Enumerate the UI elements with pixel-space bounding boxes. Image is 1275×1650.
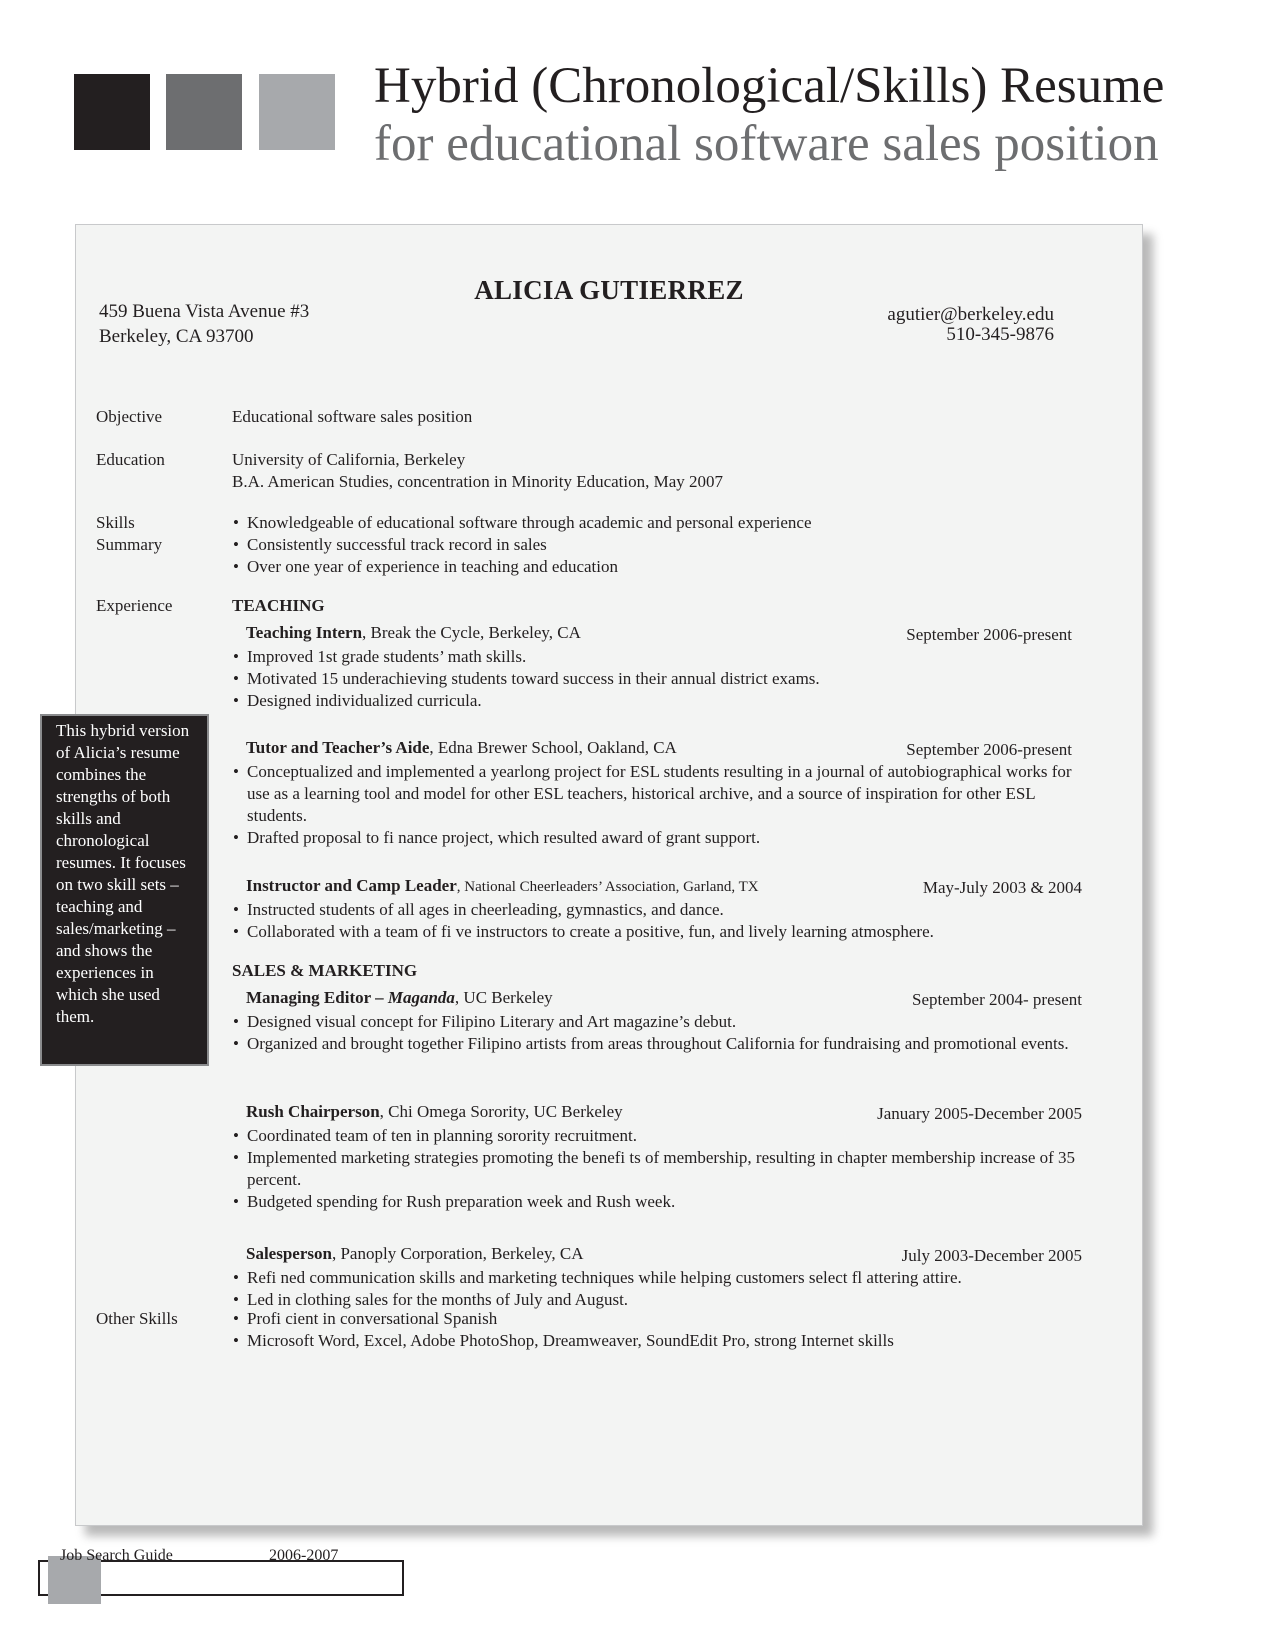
resume-name: ALICIA GUTIERREZ [474, 275, 744, 305]
list-item: • Drafted proposal to fi nance project, which resulted award of grant support. [232, 827, 1082, 849]
skills-content [232, 512, 1092, 578]
job-title: Tutor and Teacher’s Aide [246, 738, 430, 757]
job-bullets [232, 1011, 1082, 1055]
footer-year: 2006-2007 [269, 1547, 339, 1564]
resume-phone: 510-345-9876 [946, 324, 1054, 345]
job-title: Managing Editor – [246, 988, 384, 1007]
resume-card [75, 224, 1143, 1526]
job-header [232, 1243, 1082, 1267]
page-title: Hybrid (Chronological/Skills) Resume [374, 58, 1165, 114]
resume-contact [887, 305, 1054, 345]
header-square-medium [166, 74, 242, 150]
job-bullets [232, 761, 1082, 849]
job-header [232, 987, 1082, 1011]
list-item: • Designed visual concept for Filipino Literary and Art magazine’s debut. [232, 1011, 1082, 1033]
job-entry [232, 622, 1082, 712]
job-date: January 2005-December 2005 [877, 1104, 1082, 1123]
list-item: • Budgeted spending for Rush preparation week and Rush week. [232, 1191, 1082, 1213]
job-title: Teaching Intern [246, 623, 363, 642]
job-header [232, 1101, 1082, 1125]
list-item: • Conceptualized and implemented a yearlong project for ESL students resulting in a journal of autobiographical works for use as a learning tool and model for other ESL teachers, historical archive, and a source of inspiration for other ESL students. [232, 761, 1082, 827]
education-content [232, 449, 723, 493]
resume-address [99, 299, 309, 349]
experience-label: Experience [96, 596, 173, 615]
skills-label-line-2: Summary [96, 535, 163, 554]
job-bullets [232, 899, 1082, 943]
education-label: Education [96, 450, 165, 469]
list-item: • Refi ned communication skills and marketing techniques while helping customers select fl attering attire. [232, 1267, 1082, 1289]
address-line-1: 459 Buena Vista Avenue #3 [99, 301, 310, 322]
list-item: • Instructed students of all ages in cheerleading, gymnastics, and dance. [232, 899, 1082, 921]
job-header [232, 622, 1082, 646]
list-item: • Coordinated team of ten in planning sorority recruitment. [232, 1125, 1082, 1147]
other-skills-label: Other Skills [96, 1309, 178, 1328]
list-item: • Knowledgeable of educational software through academic and personal experience [232, 512, 1092, 534]
list-item: • Improved 1st grade students’ math skills. [232, 646, 1082, 668]
sidebar-note: This hybrid version of Alicia’s resume combines the strengths of both skills and chronological resumes. It focuses on two skill sets – teaching and sales/marketing – and shows the experiences in which she used them. [40, 714, 209, 1066]
job-date: May-July 2003 & 2004 [922, 878, 1082, 897]
other-skills-content [232, 1308, 1092, 1352]
job-bullets [232, 646, 1082, 712]
education-school: University of California, Berkeley [232, 450, 466, 469]
resume-email: agutier@berkeley.edu [887, 304, 1054, 325]
education-degree: B.A. American Studies, concentration in Minority Education, May 2007 [232, 472, 724, 491]
job-title: Rush Chairperson [246, 1102, 380, 1121]
job-org: , Panoply Corporation, Berkeley, CA [331, 1244, 584, 1263]
job-org: , Edna Brewer School, Oakland, CA [429, 738, 677, 757]
address-line-2: Berkeley, CA 93700 [99, 326, 254, 347]
job-date: September 2004- present [912, 990, 1082, 1009]
list-item: • Microsoft Word, Excel, Adobe PhotoShop, Dreamweaver, SoundEdit Pro, strong Internet skills [232, 1330, 1092, 1352]
objective-text: Educational software sales position [232, 407, 473, 426]
sales-marketing-heading: SALES & MARKETING [232, 961, 418, 980]
job-org: , UC Berkeley [454, 988, 553, 1007]
job-bullets [232, 1125, 1082, 1213]
list-item: • Consistently successful track record in sales [232, 534, 1092, 556]
list-item: • Collaborated with a team of fi ve instructors to create a positive, fun, and lively learning atmosphere. [232, 921, 1082, 943]
list-item: • Motivated 15 underachieving students toward success in their annual district exams. [232, 668, 1082, 690]
job-entry [232, 1101, 1082, 1213]
job-date: September 2006-present [906, 740, 1072, 759]
header-square-dark [74, 74, 150, 150]
job-entry [232, 1243, 1082, 1311]
job-entry [232, 875, 1082, 943]
job-org: , Chi Omega Sorority, UC Berkeley [379, 1102, 623, 1121]
job-title: Salesperson [246, 1244, 332, 1263]
list-item: • Profi cient in conversational Spanish [232, 1308, 1092, 1330]
objective-label: Objective [96, 407, 163, 426]
job-title: Instructor and Camp Leader [246, 876, 457, 895]
list-item: • Designed individualized curricula. [232, 690, 1082, 712]
job-header [232, 875, 1082, 899]
job-entry [232, 737, 1082, 849]
list-item: • Organized and brought together Filipino artists from areas throughout California for fundraising and promotional events. [232, 1033, 1082, 1055]
footer-guide: Job Search Guide [60, 1547, 173, 1564]
header-square-light [259, 74, 335, 150]
list-item: • Implemented marketing strategies promoting the benefi ts of membership, resulting in chapter membership increase of 35 percent. [232, 1147, 1082, 1191]
skills-label-line-1: Skills [96, 513, 135, 532]
list-item: • Over one year of experience in teaching and education [232, 556, 1092, 578]
job-title-emphasis: Maganda [387, 988, 455, 1007]
job-date: July 2003-December 2005 [901, 1246, 1082, 1265]
skills-label [96, 512, 162, 556]
job-header [232, 737, 1082, 761]
other-skills-list [232, 1308, 1092, 1352]
job-org: , Break the Cycle, Berkeley, CA [362, 623, 581, 642]
list-item: • Led in clothing sales for the months of July and August. [232, 1289, 1082, 1311]
skills-list [232, 512, 1092, 578]
job-bullets [232, 1267, 1082, 1311]
job-date: September 2006-present [906, 625, 1072, 644]
page-subtitle: for educational software sales position [374, 116, 1159, 172]
teaching-heading: TEACHING [232, 596, 325, 615]
job-org: , National Cheerleaders’ Association, Garland, TX [456, 879, 759, 895]
job-entry [232, 987, 1082, 1055]
